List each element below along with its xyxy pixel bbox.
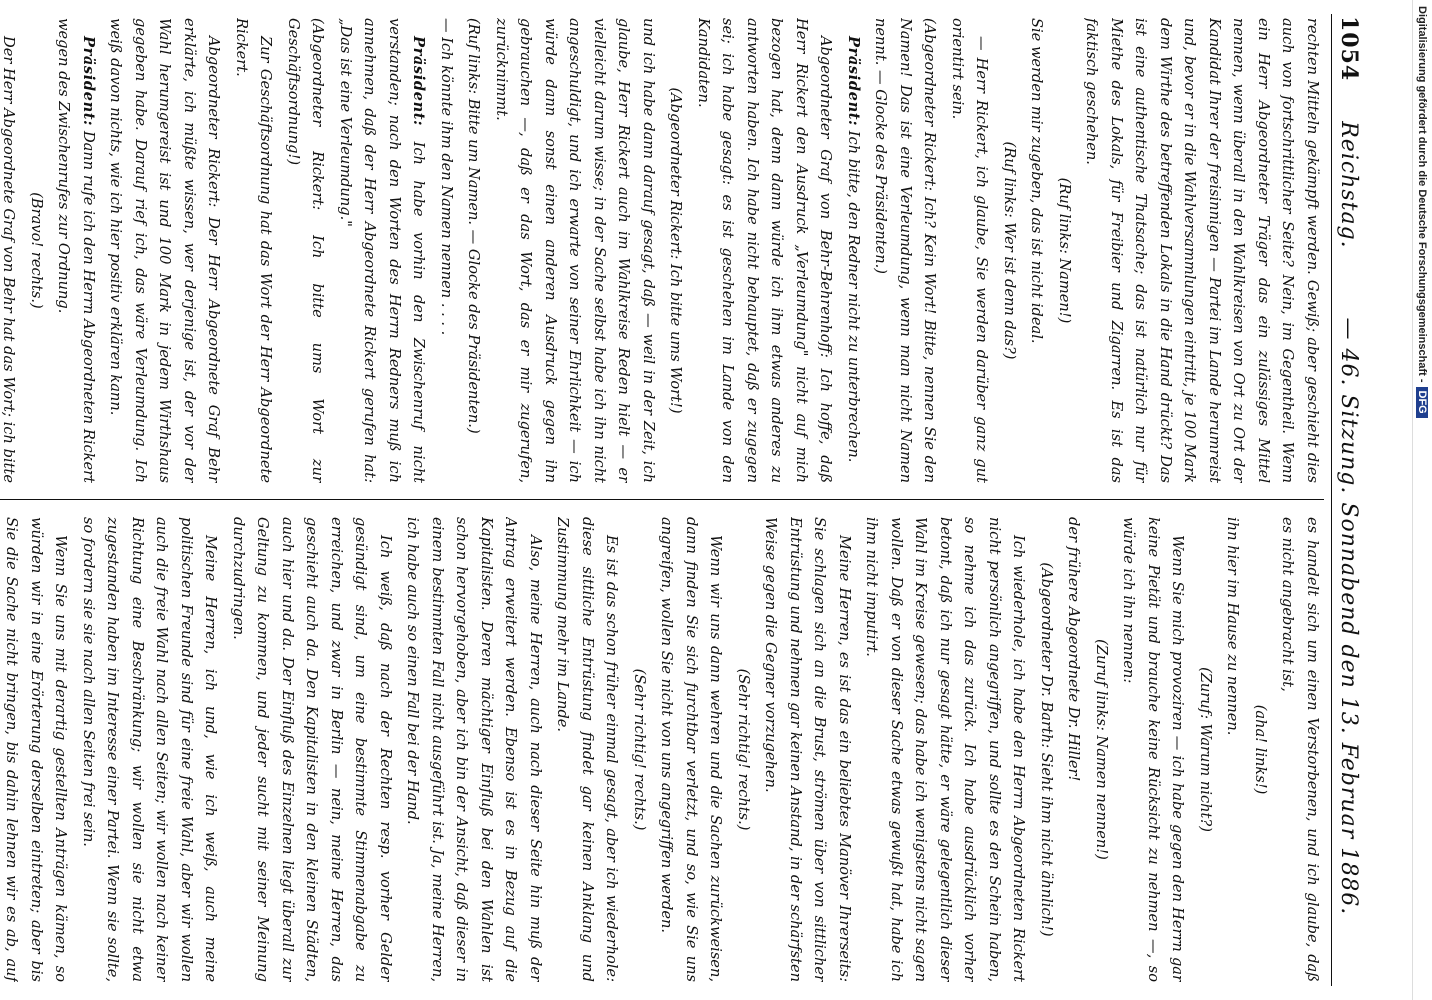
speaker-paragraph (51, 18, 100, 483)
interjection: (Sehr richtig! rechts.) (735, 668, 752, 831)
paragraph: Wenn wir uns dann wehren und die Sachen zurückweisen, dann finden Sie sich furchtbar verletzt, und so, wie Sie uns angreifen, wollen Sie nicht von uns angegriffen werden. (658, 517, 725, 982)
speech-text: Ich habe vorhin den Zwischenruf nicht verstanden; nach den Worten des Herrn Redners muß ich annehmen, daß der Herr Abgeordnete Rickert gerufen hat: „Das ist eine Verleumdung." (337, 18, 428, 483)
paragraph: Es ist das schon früher einmal gesagt, aber ich wiederhole: diese sittliche Entrüstung findet gar keinen Anklang und Zustimmung mehr im Lande. (554, 517, 621, 982)
paragraph: — Herr Rickert, ich glaube, Sie werden darüber ganz gut orientirt sein. (949, 18, 991, 483)
paragraph: (Abgeordneter Rickert: Ich bitte ums Wort zur Geschäftsordnung!) (285, 18, 327, 483)
dfg-logo: DFG (1416, 387, 1428, 418)
running-head: — 46. Sitzung. Sonnabend den 13. Februar 1886. (1336, 317, 1361, 916)
paragraph: Abgeordneter Graf von Behr-Behrenhoff: Ich hoffe, daß Herr Rickert den Ausdruck „Verleumdung" nicht auf mich bezogen hat, denn dann würde ich ihm etwas anderes zu antworten haben. Ich habe nicht behauptet, daß er zugegen sei; ich habe gesagt: es ist geschehen im Lande von den Kandidaten. (695, 18, 835, 483)
interjection: (aha! links!) (1252, 704, 1269, 795)
paragraph: Wenn Sie mich provoziren — ich habe gegen den Herrn gar keine Pietät und brauche keine Rücksicht zu nehmen —, so würde ich ihn nennen: (1120, 517, 1187, 982)
paragraph: es handelt sich um einen Verstorbenen, und ich glaube, daß es nicht angebracht ist, (1279, 517, 1321, 982)
paragraph: ihn hier im Hause zu nennen. (1224, 517, 1242, 736)
column-divider (0, 499, 1324, 500)
interjection: (Abgeordneter Dr. Barth: Sieht ihm nicht ähnlich!) (1038, 562, 1055, 937)
paragraph: Meine Herren, es ist das ein beliebtes Manöver Ihrerseits: Sie schlagen sich an die Brust, strömen über von sittlicher Entrüstung und nehmen gar keinen Anstand, in der schärfsten Weise gegen die Gegner vorzugehen. (762, 517, 853, 982)
paragraph: Ich wiederhole, ich habe den Herrn Abgeordneten Rickert nicht persönlich angegriffen, und sollte es den Schein haben, so nehme ich das zurück. Ich habe ausdrücklich vorher betont, daß ich nur gesagt hätte, er wäre gelegentlich dieser Wahl im Kreise gewesen; das habe ich wenigstens nicht sagen wollen. Daß er von dieser Sache etwas gewußt hat, habe ich ihm nicht imputirt. (863, 517, 1028, 982)
paragraph: (Ruf links: Bitte um Namen. — Glocke des Präsidenten.) (465, 18, 483, 434)
interjection: (Bravo! rechts.) (28, 192, 45, 309)
interjection: (Zuruf: Warum nicht?) (1197, 667, 1214, 832)
speaker-name: Präsident: (410, 36, 428, 127)
page-header (1336, 16, 1376, 984)
speaker-name: Präsident: (80, 36, 97, 127)
text-columns (0, 18, 1324, 982)
paragraph: Sie werden mir zugeben, das ist nicht ideal. (1028, 18, 1046, 344)
paragraph: Wenn Sie uns mit derartig gestellten Anträgen kämen, so würden wir in eine Erörterung derselben eintreten; aber bis Sie die Sache nicht bringen, bis dahin lehnen wir es ab, auf (3, 517, 70, 982)
interjection: (Ruf links: Namen!) (1056, 177, 1073, 324)
paragraph: (Abgeordneter Rickert: Ich? Kein Wort! Bitte, nennen Sie den Namen! Das ist eine Verleumdung, wenn man nicht Namen nennt. — Glocke des Präsidenten.) (872, 18, 939, 483)
paragraph: Meine Herren, ich und, wie ich weiß, auch meine politischen Freunde sind für eine freie Wahl, aber wir wollen auch die freie Wahl nach allen Seiten; wir wollen nach keiner Richtung eine Beschränkung; wir wollen sie nicht etwa zugestanden haben im Interesse einer Partei. Wenn sie sollte, so fordern sie sie nach allen Seiten frei sein. (80, 517, 220, 982)
paragraph: und ich habe dann darauf gesagt, daß — weil in der Zeit, ich glaube, Herr Rickert auch im Wahlkreise Reden hielt — er vielleicht darum wisse; in der Sache selbst habe ich ihn nicht angeschuldigt, und ich erwarte von seiner Ehrlichkeit — ich würde dann sonst einen anderen Ausdruck gegen ihn gebrauchen —, daß er das Wort, das er mir zugerufen, zurücknimmt. (493, 18, 657, 483)
funding-note (1412, 0, 1432, 1000)
speaker-paragraph (333, 18, 431, 483)
interjection: (Abgeordneter Rickert: Ich bitte ums Wort!) (667, 87, 685, 414)
speech-text: Ich bitte, den Redner nicht zu unterbrechen. (845, 130, 862, 463)
publication-label: Reichstag. (1336, 121, 1361, 249)
page-number: 1054 (1336, 16, 1362, 82)
header-rule (1331, 14, 1332, 986)
paragraph: Zur Geschäftsordnung hat das Wort der Herr Abgeordnete Rickert. (233, 18, 275, 483)
interjection: (Zuruf links: Namen nennen!) (1093, 639, 1110, 860)
paragraph: Abgeordneter Rickert: Der Herr Abgeordnete Graf Behr erklärte, ich müßte wissen, wer derjenige ist, der vor der Wahl herumgereist ist und 100 Mark in jedem Wirthshaus gegeben habe. Darauf rief ich, das wäre Verleumdung. Ich weiß davon nichts, wie ich hier positiv erklären kann. (107, 18, 223, 483)
interjection: (Ruf links: Wer ist denn das?) (1001, 141, 1018, 360)
paragraph: Ich weiß, daß nach der Rechten resp. vorher Gelder gesündigt sind, um eine bestimmte Stimmenabgabe zu erreichen, und zwar in Berlin — nein, meine Herren, das geschieht auch da. Den Kapitalisten in den kleinen Städten, auch hier und da. Der Einfluß des Einzelnen liegt überall zur Geltung zu kommen, und jeder sucht mit seiner Meinung durchzudringen. (230, 517, 394, 982)
paragraph: der frühere Abgeordnete Dr. Hiller! (1065, 517, 1083, 782)
paragraph: rechten Mitteln gekämpft werden. Gewiß; aber geschieht dies auch von fortschrittlicher Seite? Nein, im Gegentheil. Wenn ein Herr Abgeordneter Träger das ein zulässiges Mittel nennen, wenn überall in den Wahlkreisen von Ort zu Ort der Kandidat Ihrer der freisinnigen — Partei im Lande herumreist und, bevor er in die Wahlversammlungen eintritt, je 100 Mark dem Wirthe des betreffenden Lokals in die Hand drückt? Das ist eine authentische Thatsache; das ist natürlich nur für Miethe des Lokals, für Freibier und Zigarren. Es ist das faktisch geschehen. (1083, 18, 1321, 483)
right-column (0, 517, 1324, 982)
funding-text: Digitalisierung gefördert durch die Deutsche Forschungsgemeinschaft - (1416, 6, 1428, 383)
paragraph: Also, meine Herren, auch nach dieser Seite hin muß der Antrag erweitert werden. Ebenso ist es in Bezug auf die Kapitalisten. Deren mächtiger Einfluß bei den Wahlen ist schon hervorgehoben, aber ich bin der Ansicht, daß dieser in einem bestimmten Fall nicht ausgeführt ist. Ja, meine Herren, ich habe auch so einen Fall bei der Hand. (404, 517, 544, 982)
speaker-paragraph (841, 18, 866, 483)
paragraph: Der Herr Abgeordnete Graf von Behr hat das Wort; ich bitte (0, 36, 18, 483)
paragraph: — Ich könnte ihm den Namen nennen . . . . (438, 18, 455, 336)
speech-text: Dann rufe ich den Herrn Abgeordneten Rickert wegen des Zwischenrufes zur Ordnung. (55, 18, 97, 483)
left-column (0, 18, 1324, 483)
speaker-name: Präsident: (845, 36, 862, 127)
interjection: (Sehr richtig! rechts.) (631, 668, 648, 831)
